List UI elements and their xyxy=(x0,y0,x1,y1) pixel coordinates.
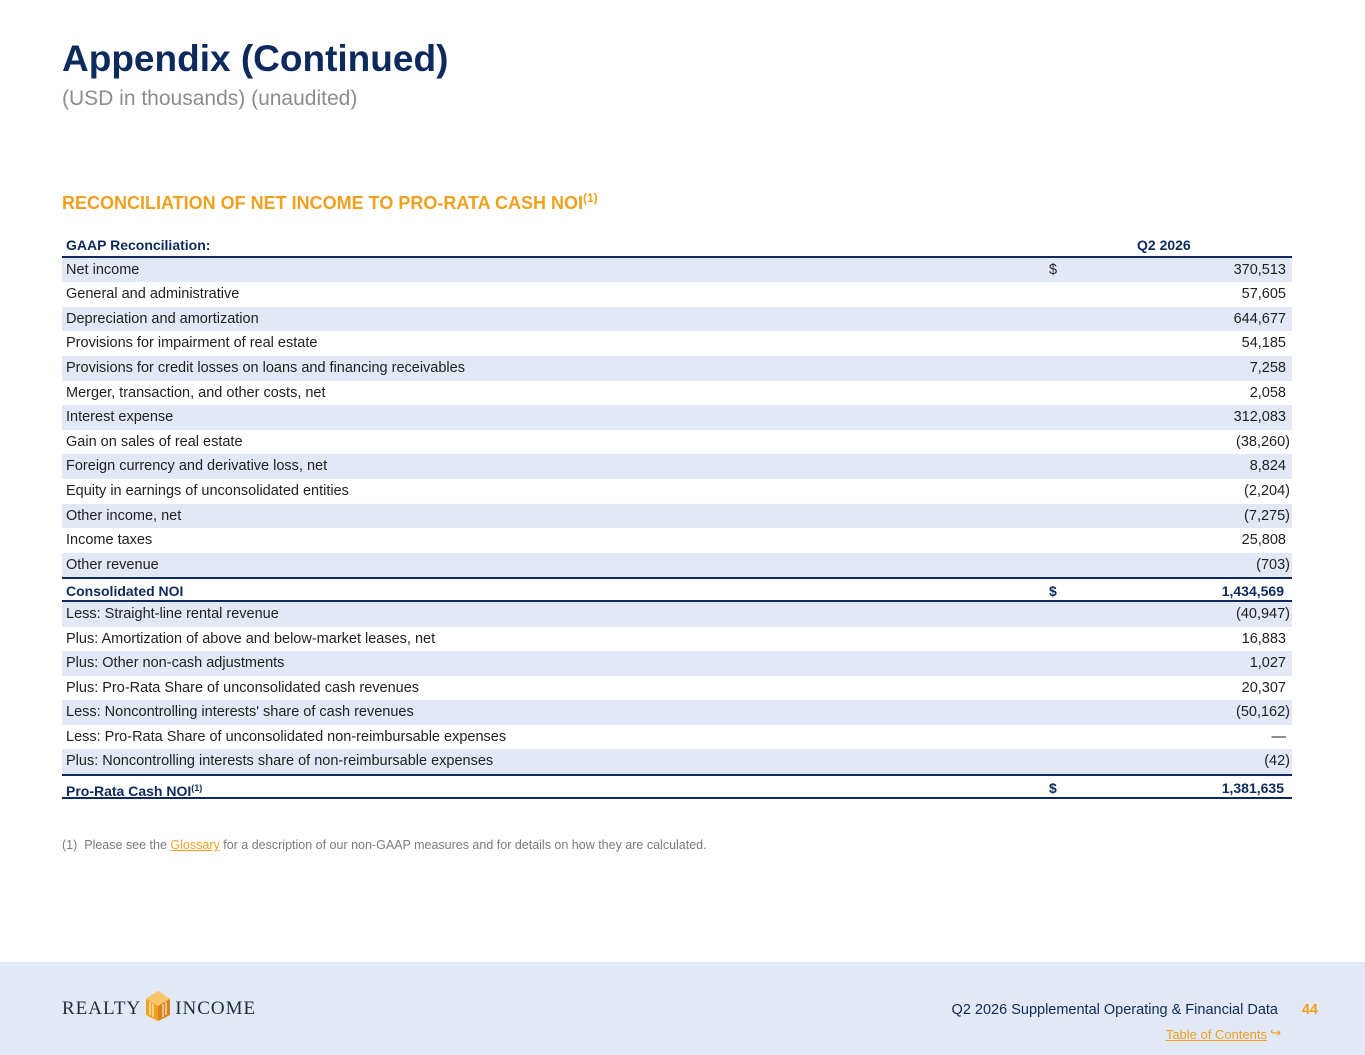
row-value: (703) xyxy=(1256,556,1290,573)
return-arrow-icon[interactable]: ↪ xyxy=(1270,1025,1281,1040)
row-footnote-ref: (1) xyxy=(191,783,203,794)
header-label: GAAP Reconciliation: xyxy=(66,237,211,253)
row-label: Plus: Noncontrolling interests share of non-reimbursable expenses xyxy=(66,753,494,770)
table-row xyxy=(62,528,1292,553)
row-label: Plus: Pro-Rata Share of unconsolidated cash revenues xyxy=(66,679,420,696)
row-value: (7,275) xyxy=(1244,507,1290,524)
row-value: (50,162) xyxy=(1235,704,1290,721)
table-row xyxy=(62,479,1292,504)
row-label: General and administrative xyxy=(66,286,240,303)
row-label: Gain on sales of real estate xyxy=(66,433,243,450)
row-value: 1,027 xyxy=(1249,655,1286,672)
row-value: 16,883 xyxy=(1241,630,1286,647)
currency-symbol: $ xyxy=(1049,583,1057,600)
row-value: 1,381,635 xyxy=(1221,780,1284,797)
row-value: 644,677 xyxy=(1233,310,1286,327)
page-subtitle: (USD in thousands) (unaudited) xyxy=(62,87,358,110)
logo-mark-icon xyxy=(145,990,171,1028)
table-row xyxy=(62,602,1292,627)
row-label: Less: Straight-line rental revenue xyxy=(66,605,279,622)
row-value: (2,204) xyxy=(1244,482,1290,499)
row-label: Net income xyxy=(66,261,140,278)
row-label: Foreign currency and derivative loss, net xyxy=(66,458,328,475)
table-row xyxy=(62,725,1292,750)
row-label: Provisions for credit losses on loans and financing receivables xyxy=(66,359,465,376)
footnote-text-after: for a description of our non-GAAP measures and for details on how they are calculated. xyxy=(223,838,707,852)
table-row-pro-rata-cash-noi xyxy=(62,774,1292,799)
table-row xyxy=(62,627,1292,652)
table-row xyxy=(62,307,1292,332)
table-row xyxy=(62,700,1292,725)
table-row xyxy=(62,282,1292,307)
row-label: Other income, net xyxy=(66,507,182,524)
table-row xyxy=(62,258,1292,283)
currency-symbol: $ xyxy=(1049,261,1058,278)
footnote xyxy=(62,838,707,852)
row-value: — xyxy=(1271,728,1286,745)
table-row xyxy=(62,749,1292,774)
footnote-marker: (1) xyxy=(62,838,78,852)
row-label: Plus: Amortization of above and below-market leases, net xyxy=(66,630,436,647)
row-label: Consolidated NOI xyxy=(66,583,184,600)
table-row xyxy=(62,331,1292,356)
realty-income-logo xyxy=(62,992,256,1026)
footer-document-title: Q2 2026 Supplemental Operating & Financial Data xyxy=(951,1002,1278,1018)
row-label: Plus: Other non-cash adjustments xyxy=(66,655,285,672)
table-row xyxy=(62,405,1292,430)
table-row xyxy=(62,553,1292,578)
row-value: 1,434,569 xyxy=(1221,583,1284,600)
reconciliation-table xyxy=(62,233,1292,799)
table-row xyxy=(62,676,1292,701)
row-value: 54,185 xyxy=(1241,335,1286,352)
row-label: Less: Noncontrolling interests' share of cash revenues xyxy=(66,704,414,721)
page-title: Appendix (Continued) xyxy=(62,38,449,79)
table-row xyxy=(62,651,1292,676)
row-label: Provisions for impairment of real estate xyxy=(66,335,318,352)
row-value: 2,058 xyxy=(1249,384,1286,401)
footnote-text-before: Please see the xyxy=(84,838,167,852)
glossary-link[interactable]: Glossary xyxy=(170,838,220,852)
row-value: (40,947) xyxy=(1235,605,1290,622)
currency-symbol: $ xyxy=(1049,780,1057,797)
table-row xyxy=(62,454,1292,479)
section-heading-text: RECONCILIATION OF NET INCOME TO PRO-RATA CASH NOI xyxy=(62,193,583,213)
row-value: (42) xyxy=(1264,753,1290,770)
table-row-consolidated-noi xyxy=(62,577,1292,602)
table-header xyxy=(62,233,1292,258)
section-heading xyxy=(62,191,598,214)
table-row xyxy=(62,430,1292,455)
row-value: 8,824 xyxy=(1249,458,1286,475)
section-heading-footnote-ref: (1) xyxy=(583,191,598,205)
row-label xyxy=(66,776,202,804)
row-label: Income taxes xyxy=(66,532,153,549)
row-label: Equity in earnings of unconsolidated entities xyxy=(66,482,349,499)
logo-text-right: INCOME xyxy=(175,998,257,1019)
row-value: (38,260) xyxy=(1235,433,1290,450)
table-of-contents-link[interactable]: Table of Contents xyxy=(1165,1027,1267,1042)
row-label: Merger, transaction, and other costs, net xyxy=(66,384,326,401)
row-value: 25,808 xyxy=(1241,532,1286,549)
header-period: Q2 2026 xyxy=(1137,237,1191,253)
table-row xyxy=(62,381,1292,406)
row-label-text: Pro-Rata Cash NOI xyxy=(66,783,192,800)
table-row xyxy=(62,356,1292,381)
table-row xyxy=(62,504,1292,529)
row-label: Interest expense xyxy=(66,409,174,426)
row-value: 370,513 xyxy=(1233,261,1286,278)
logo-text-left: REALTY xyxy=(62,998,142,1019)
row-value: 7,258 xyxy=(1249,359,1286,376)
page-number: 44 xyxy=(1301,1002,1318,1018)
row-label: Other revenue xyxy=(66,556,159,573)
row-value: 57,605 xyxy=(1241,286,1286,303)
row-label: Depreciation and amortization xyxy=(66,310,259,327)
row-label: Less: Pro-Rata Share of unconsolidated non-reimbursable expenses xyxy=(66,728,507,745)
row-value: 312,083 xyxy=(1233,409,1286,426)
row-value: 20,307 xyxy=(1241,679,1286,696)
page-footer xyxy=(0,962,1365,1055)
